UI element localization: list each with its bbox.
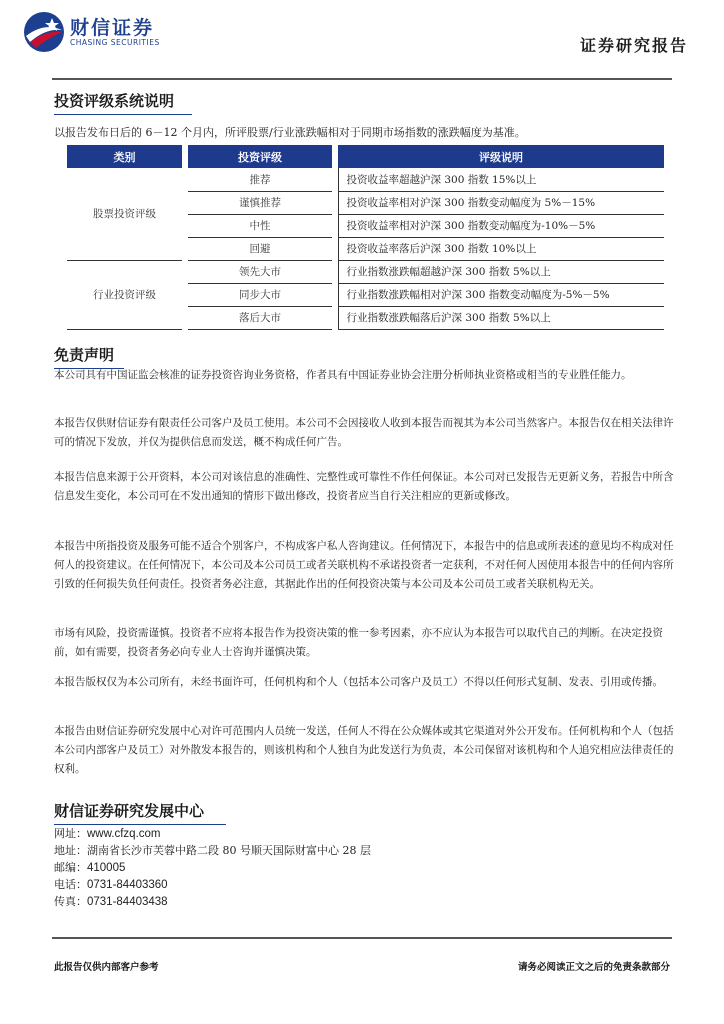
- desc-cell: 行业指数涨跌幅落后沪深 300 指数 5%以上: [338, 306, 664, 329]
- header-description: 评级说明: [338, 145, 664, 168]
- table-row: [67, 260, 664, 283]
- level-cell: 回避: [188, 237, 332, 260]
- desc-cell: 行业指数涨跌幅超越沪深 300 指数 5%以上: [338, 260, 664, 283]
- disclaimer-paragraph: 市场有风险，投资需谨慎。投资者不应将本报告作为投资决策的惟一参考因素，亦不应认为本报告可以取代自己的判断。在决定投资前，如有需要，投资者务必向专业人士咨询并谨慎决策。: [54, 627, 663, 658]
- fax-label: 传真：: [54, 895, 87, 908]
- header-level: 投资评级: [188, 145, 332, 168]
- desc-cell: 投资收益率相对沪深 300 指数变动幅度为 5%－15%: [338, 191, 664, 214]
- disclaimer-paragraph: 本报告由财信证券研究发展中心对许可范围内人员统一发送，任何人不得在公众媒体或其它渠道对外公开发布。任何机构和个人（包括本公司内部客户及员工）对外散发本报告的，则该机构和个人独自为此发送行为负责，本公司保留对该机构和个人追究相应法律责任的权利。: [54, 725, 674, 775]
- phone-label: 电话：: [54, 878, 87, 891]
- address-label: 地址：: [54, 844, 87, 857]
- desc-cell: 投资收益率相对沪深 300 指数变动幅度为-10%－5%: [338, 214, 664, 237]
- rating-intro: 以报告发布日后的 6－12 个月内，所评股票/行业涨跌幅相对于同期市场指数的涨跌幅度为基准。: [54, 126, 526, 139]
- header-divider: [52, 78, 672, 80]
- research-center-title: [54, 800, 204, 821]
- disclaimer-paragraph: 本报告仅供财信证券有限责任公司客户及员工使用。本公司不会因接收人收到本报告而视其为本公司当然客户。本报告仅在相关法律许可的情况下发放，并仅为提供信息而发送，概不构成任何广告。: [54, 417, 674, 448]
- header-category: 类别: [67, 145, 182, 168]
- postcode-value: 410005: [87, 862, 126, 874]
- desc-cell: 行业指数涨跌幅相对沪深 300 指数变动幅度为-5%－5%: [338, 283, 664, 306]
- footer-disclaimer-note: 请务必阅读正文之后的免责条款部分: [517, 962, 670, 973]
- rating-table: [67, 145, 664, 330]
- disclaimer-title: [54, 344, 114, 365]
- level-cell: 领先大市: [188, 260, 332, 283]
- disclaimer-paragraph: 本报告中所指投资及服务可能不适合个别客户，不构成客户私人咨询建议。任何情况下，本报告中的信息或所表述的意见均不构成对任何人的投资建议。在任何情况下，本公司及本公司员工或者关联机构不承诺投资者一定获利，不对任何人因使用本报告中的任何内容所引致的任何损失负任何责任。投资者务必注意，其据此作出的任何投资决策与本公司及本公司员工或者关联机构无关。: [54, 540, 674, 590]
- disclaimer-paragraph: 本报告信息来源于公开资料，本公司对该信息的准确性、完整性或可靠性不作任何保证。本公司对已发报告无更新义务，若报告中所含信息发生变化，本公司可在不发出通知的情形下做出修改，投资者应当自行关注相应的更新或修改。: [54, 471, 674, 502]
- rating-title-underline: [54, 114, 192, 116]
- disclaimer-paragraph: 本报告版权仅为本公司所有，未经书面许可，任何机构和个人（包括本公司客户及员工）不得以任何形式复制、发表、引用或传播。: [54, 676, 663, 688]
- phone-value: 0731-84403360: [87, 879, 168, 891]
- footer-internal-note: 此报告仅供内部客户参考: [54, 962, 159, 973]
- contact-website: [54, 825, 161, 841]
- level-cell: 落后大市: [188, 306, 332, 329]
- logo-chinese-name: 财信证券: [70, 17, 155, 39]
- website-link[interactable]: www.cfzq.com: [87, 828, 161, 840]
- category-cell-stock: 股票投资评级: [67, 168, 182, 260]
- fax-value: 0731-84403438: [87, 896, 168, 908]
- contact-fax: [54, 893, 168, 909]
- table-row: [67, 168, 664, 191]
- report-type-label: 证券研究报告: [579, 36, 688, 55]
- contact-phone: [54, 876, 168, 892]
- research-center-title-text: 财信证券研究发展中心: [54, 802, 205, 820]
- level-cell: 谨慎推荐: [188, 191, 332, 214]
- disclaimer-paragraph: 本公司具有中国证监会核准的证券投资咨询业务资格，作者具有中国证券业协会注册分析师执业资格或相当的专业胜任能力。: [54, 369, 632, 381]
- desc-cell: 投资收益率落后沪深 300 指数 10%以上: [338, 237, 664, 260]
- category-cell-industry: 行业投资评级: [67, 260, 182, 329]
- rating-section-title-text: 投资评级系统说明: [54, 92, 175, 110]
- disclaimer-title-text: 免责声明: [54, 346, 115, 364]
- logo-english-name: CHASING SECURITIES: [70, 38, 160, 47]
- address-value: 湖南省长沙市芙蓉中路二段 80 号顺天国际财富中心 28 层: [87, 844, 371, 857]
- contact-postcode: [54, 859, 125, 875]
- contact-address: [54, 842, 371, 858]
- level-cell: 同步大市: [188, 283, 332, 306]
- page-header: [0, 0, 724, 80]
- footer-divider: [52, 937, 672, 939]
- company-logo-icon: [22, 10, 66, 54]
- rating-table-header-row: [67, 145, 664, 168]
- rating-section-title: [54, 90, 174, 111]
- level-cell: 推荐: [188, 168, 332, 191]
- desc-cell: 投资收益率超越沪深 300 指数 15%以上: [338, 168, 664, 191]
- postcode-label: 邮编：: [54, 861, 87, 874]
- website-label: 网址：: [54, 827, 87, 840]
- level-cell: 中性: [188, 214, 332, 237]
